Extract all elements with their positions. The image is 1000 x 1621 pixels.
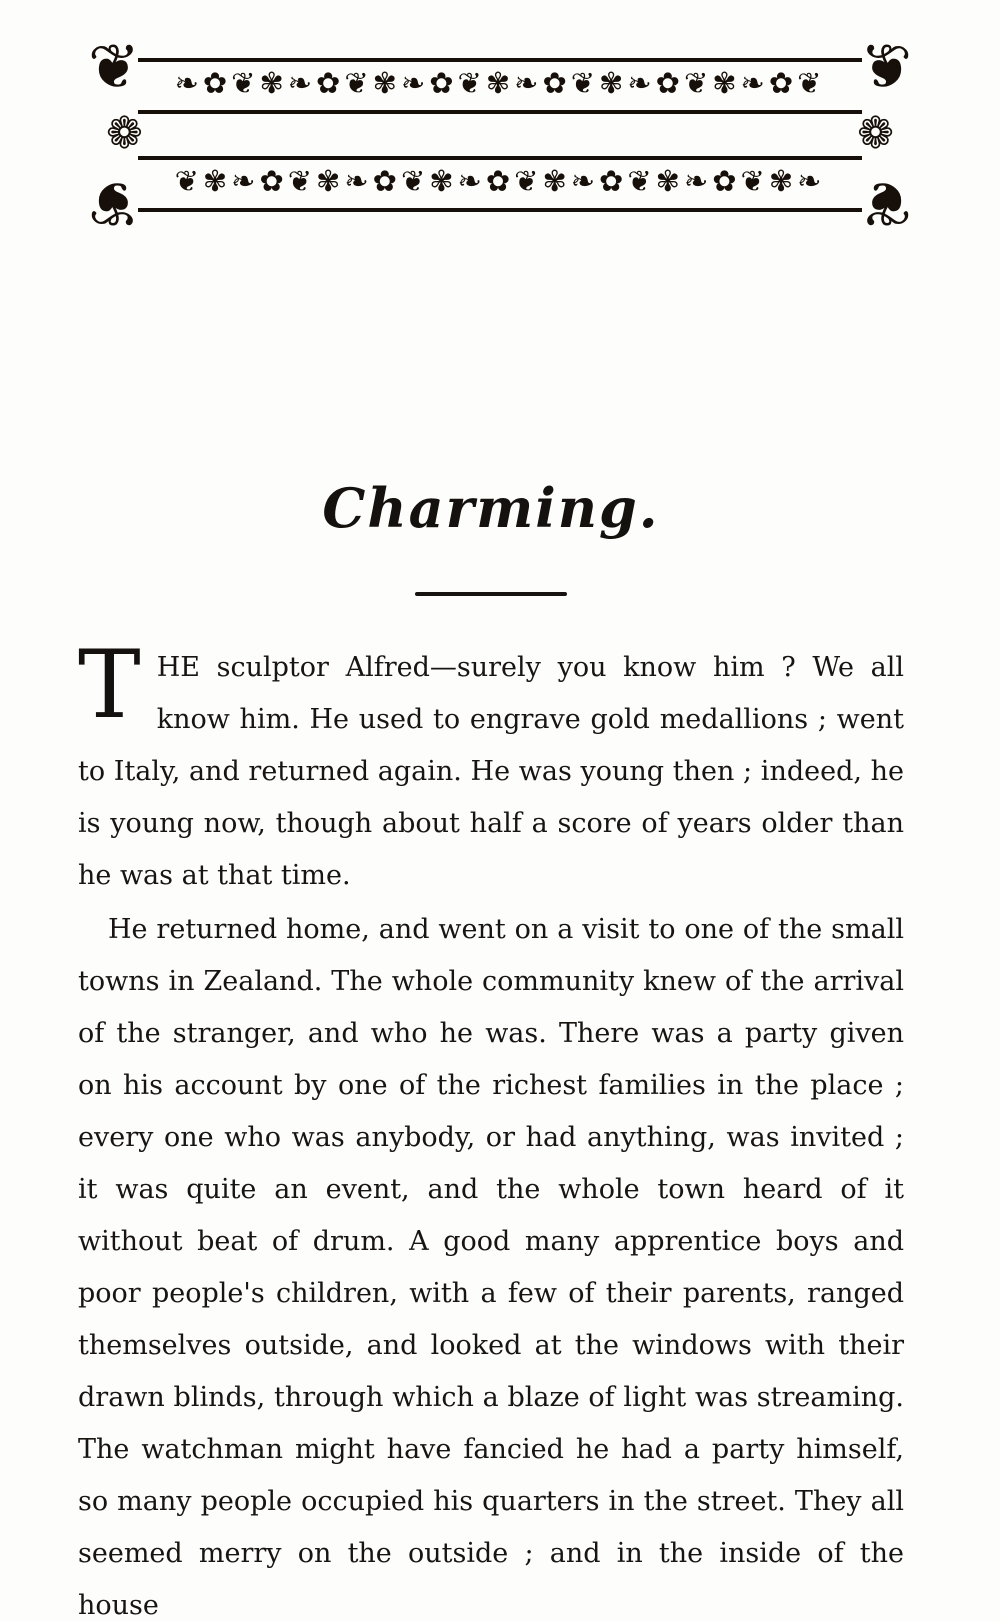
- header-ornament: [88, 30, 912, 240]
- story-body: [78, 631, 904, 1621]
- title-divider: [415, 592, 567, 596]
- drop-cap: T: [78, 631, 141, 740]
- ornament-side-right-icon: ❁: [857, 108, 894, 160]
- page-content: [0, 476, 1000, 1621]
- ornament-corner-top-right-icon: ❦: [860, 30, 912, 103]
- paragraph-1-text: HE sculptor Alfred—surely you know him ? We all know him. He used to engrave gold medallions ; went to Italy, and returned again. He was young then ; indeed, he is young now, though about half a score of years older than he was at that time.: [78, 652, 904, 891]
- ornament-band-bottom: ❦✾❧✿❦✾❧✿❦✾❧✿❦✾❧✿❦✾❧✿❦✾❧: [138, 156, 862, 212]
- paragraph-2-text: He returned home, and went on a visit to one of the small towns in Zealand. The whole community knew of the arrival of the stranger, and who he was. There was a party given on his account by one of the richest families in the place ; every one who was anybody, or had anything, was invited ; it was quite an event, and the whole town heard of it without beat of drum. A good many apprentice boys and poor people's children, with a few of their parents, ranged themselves outside, and looked at the windows with their drawn blinds, through which a blaze of light was streaming. The watchman might have fancied he had a party himself, so many people occupied his quarters in the street. They all seemed merry on the outside ; and in the inside of the house: [78, 914, 904, 1621]
- ornament-corner-bottom-right-icon: ❦: [860, 167, 912, 240]
- ornament-corner-bottom-left-icon: ❦: [88, 167, 140, 240]
- story-title: Charming.: [322, 476, 660, 540]
- paragraph-1: [78, 631, 904, 902]
- ornament-band-top: ❧✿❦✾❧✿❦✾❧✿❦✾❧✿❦✾❧✿❦✾❧✿❦: [138, 58, 862, 114]
- paragraph-2: [78, 904, 904, 1621]
- ornament-corner-top-left-icon: ❦: [88, 30, 140, 103]
- ornament-side-left-icon: ❁: [106, 108, 143, 160]
